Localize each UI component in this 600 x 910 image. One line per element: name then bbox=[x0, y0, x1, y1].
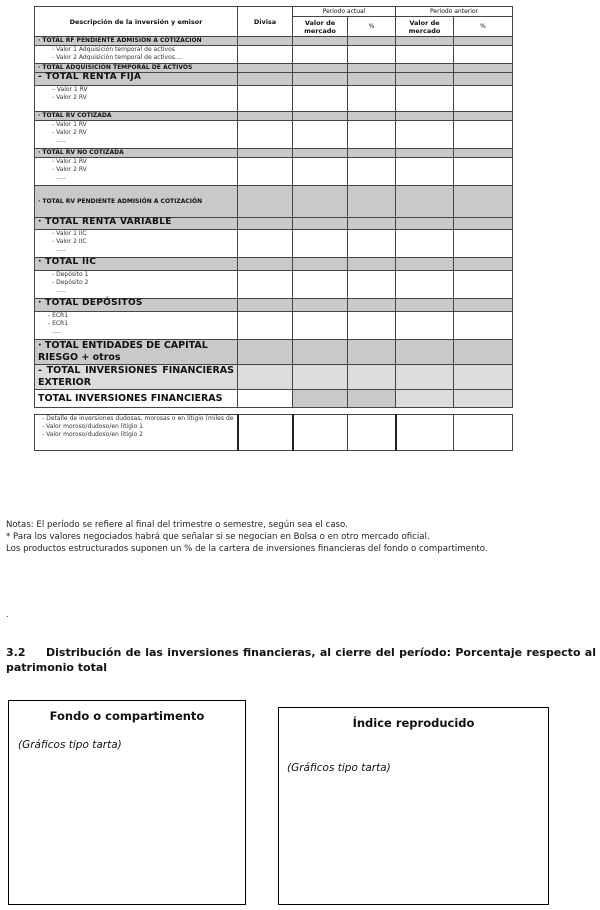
section-title: Distribución de las inversiones financieras, al cierre del período: Porcentaje respecto al patrimonio total bbox=[6, 646, 596, 674]
index-chart-title: Índice reproducido bbox=[352, 716, 475, 730]
row-rv-pendiente: · TOTAL RV PENDIENTE ADMISIÓN A COTIZACIÓN bbox=[35, 186, 238, 218]
list-item: - Valor 2 RV bbox=[52, 166, 87, 173]
stray-dot: . bbox=[6, 610, 9, 619]
note-line: * Para los valores negociados habrá que señalar si se negocian en Bolsa o en otro mercado oficial. bbox=[6, 532, 430, 542]
row-renta-fija: - TOTAL RENTA FIJA bbox=[35, 73, 238, 86]
rv-no-cotizada-items bbox=[35, 158, 238, 186]
header-percent-previous: % bbox=[454, 17, 513, 37]
list-item: - Valor 1 RV bbox=[52, 158, 87, 165]
row-renta-variable: · TOTAL RENTA VARIABLE bbox=[35, 218, 238, 230]
index-chart-box bbox=[278, 707, 549, 905]
row-exterior: - TOTAL INVERSIONES FINANCIERAS EXTERIOR bbox=[35, 365, 238, 390]
list-item: – Valor 1 RV bbox=[52, 86, 88, 93]
iic-items bbox=[35, 271, 238, 299]
investments-table bbox=[34, 6, 513, 451]
renta-fija-items bbox=[35, 86, 238, 112]
list-item: ….. bbox=[56, 174, 66, 181]
header-percent-current: % bbox=[348, 17, 396, 37]
row-rv-cotizada: · TOTAL RV COTIZADA bbox=[35, 112, 238, 121]
row-rf-pending: · TOTAL RF PENDIENTE ADMISION A COTIZACION bbox=[35, 37, 238, 46]
header-current-period: Periodo actual bbox=[293, 7, 396, 17]
list-item: ….. bbox=[56, 137, 66, 144]
row-adq-temporal: · TOTAL ADQUISICIÓN TEMPORAL DE ACTIVOS bbox=[35, 64, 238, 73]
list-item: - Valor 2 RV bbox=[52, 129, 87, 136]
section-heading bbox=[6, 645, 596, 675]
list-item: - Valor 2 Adquisición temporal de activos…. bbox=[52, 54, 183, 61]
list-item: - Valor 2 IIC bbox=[52, 238, 87, 245]
list-item: - Valor 1 RV bbox=[52, 121, 87, 128]
note-line: Notas: El período se refiere al final del trimestre o semestre, según sea el caso. bbox=[6, 520, 348, 530]
list-item: - Valor 1 Adquisición temporal de activos bbox=[52, 46, 175, 53]
fund-chart-box bbox=[8, 700, 246, 905]
header-currency: Divisa bbox=[238, 7, 293, 37]
row-capital-riesgo: · TOTAL ENTIDADES DE CAPITAL RIESGO + otros bbox=[35, 340, 238, 365]
index-chart-placeholder: (Gráficos tipo tarta) bbox=[287, 762, 391, 774]
rv-cotizada-items bbox=[35, 121, 238, 149]
header-market-value-current: Valor de mercado bbox=[293, 17, 348, 37]
list-item: - Depósito 1 bbox=[52, 271, 89, 278]
header-market-value-previous: Valor de mercado bbox=[396, 17, 454, 37]
list-item: - Valor 2 RV bbox=[52, 94, 87, 101]
list-item: ….. bbox=[52, 328, 62, 335]
header-description: Descripción de la inversión y emisor bbox=[35, 7, 238, 37]
list-item: ….. bbox=[56, 287, 66, 294]
row-total-inversiones: TOTAL INVERSIONES FINANCIERAS bbox=[35, 390, 238, 408]
detalle-items bbox=[35, 415, 238, 451]
list-item: - Depósito 2 bbox=[52, 279, 89, 286]
list-item: - ECR1 bbox=[48, 312, 69, 319]
fund-chart-placeholder: (Gráficos tipo tarta) bbox=[18, 739, 122, 751]
fund-chart-title: Fondo o compartimento bbox=[49, 709, 205, 723]
rf-pending-items bbox=[35, 46, 238, 64]
list-item: - Valor moroso/dudoso/en litigio 2 bbox=[42, 431, 143, 438]
note-line: Los productos estructurados suponen un % de la cartera de inversiones financieras del fondo o compartimento. bbox=[6, 544, 488, 554]
renta-variable-items bbox=[35, 230, 238, 258]
list-item: - ECR1 bbox=[48, 320, 69, 327]
notes bbox=[6, 519, 596, 555]
section-number: 3.2 bbox=[6, 646, 26, 659]
row-rv-no-cotizada: · TOTAL RV NO COTIZADA bbox=[35, 149, 238, 158]
list-item: - Detalle de inversiones dudosas, morosas o en litigio (miles de - Valor moroso/dudoso/en litigio 1 bbox=[42, 415, 234, 430]
list-item: ….. bbox=[56, 246, 66, 253]
depositos-items bbox=[35, 312, 238, 340]
list-item: - Valor 1 IIC bbox=[52, 230, 87, 237]
row-depositos: · TOTAL DEPÓSITOS bbox=[35, 299, 238, 312]
row-iic: · TOTAL IIC bbox=[35, 258, 238, 271]
header-previous-period: Periodo anterior bbox=[396, 7, 513, 17]
